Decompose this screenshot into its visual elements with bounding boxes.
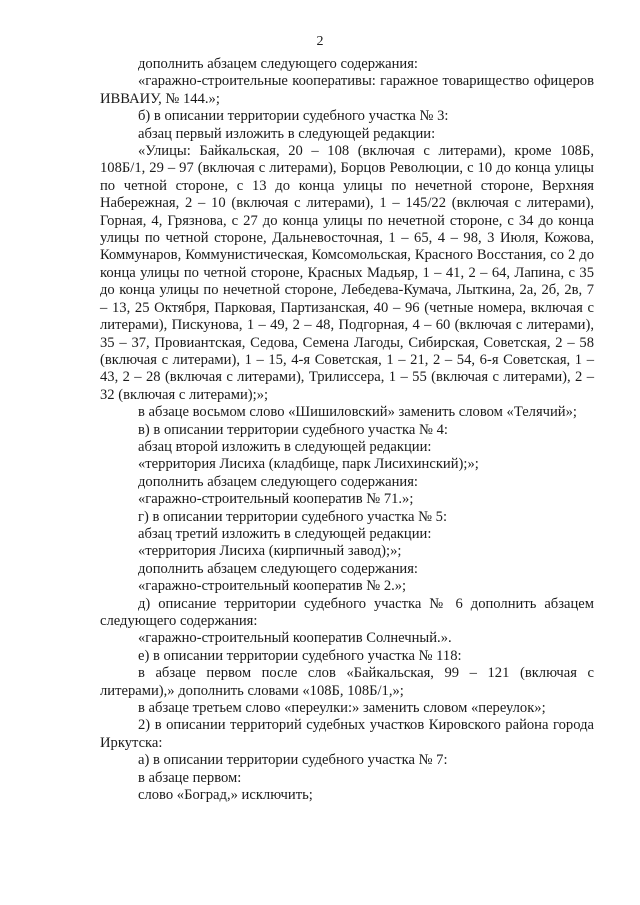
paragraph: д) описание территории судебного участка № 6 дополнить абзацем следующего содержания: <box>100 595 594 629</box>
paragraph: «Улицы: Байкальская, 20 – 108 (включая с литерами), кроме 108Б, 108Б/1, 29 – 97 (включая с литерами), Борцов Революции, с 10 до конца улицы по четной стороне, с 13 до конца улицы по нечетной стороне, Верхняя Набережная, 2 – 10 (включая с литерами), 1 – 145/22 (включая с литерами), Горная, 4, Грязнова, с 27 до конца улицы по нечетной стороне, с 34 до конца улицы по четной стороне, Дальневосточная, 1 – 65, 4 – 98, 3 Июля, Кожова, Коммунаров, Коммунистическая, Комсомольская, Красного Восстания, со 2 до конца улицы по четной стороне, Красных Мадьяр, 1 – 41, 2 – 64, Лапина, с 35 до конца улицы по нечетной стороне, Лебедева-Кумача, Лыткина, 2а, 2б, 2в, 7 – 13, 25 Октября, Парковая, Партизанская, 40 – 96 (четные номера, включая с литерами), Пискунова, 1 – 49, 2 – 48, Подгорная, 4 – 60 (включая с литерами), 35 – 37, Провиантская, Седова, Семена Лагоды, Сибирская, Советская, 2 – 58 (включая с литерами), 1 – 15, 4-я Советская, 1 – 21, 2 – 54, 6-я Советская, 1 – 43, 2 – 28 (включая с литерами), Трилиссера, 1 – 55 (включая с литерами), 2 – 32 (включая с литерами);»; <box>100 143 594 403</box>
paragraph: в) в описании территории судебного участка № 4: <box>138 421 448 438</box>
paragraph: слово «Боград,» исключить; <box>138 787 313 804</box>
paragraph: 2) в описании территорий судебных участков Кировского района города Иркутска: <box>100 717 594 751</box>
paragraph: в абзаце третьем слово «переулки:» заменить словом «переулок»; <box>138 700 546 717</box>
paragraph: б) в описании территории судебного участка № 3: <box>138 108 449 125</box>
paragraph: г) в описании территории судебного участка № 5: <box>138 508 448 525</box>
paragraph: «гаражно-строительный кооператив Солнечный.». <box>138 630 452 647</box>
paragraph: а) в описании территории судебного участка № 7: <box>138 752 448 769</box>
paragraph: дополнить абзацем следующего содержания: <box>138 560 418 577</box>
paragraph: дополнить абзацем следующего содержания: <box>138 473 418 490</box>
paragraph: е) в описании территории судебного участка № 118: <box>138 647 462 664</box>
paragraph: «гаражно-строительный кооператив № 2.»; <box>138 578 407 595</box>
paragraph: в абзаце первом после слов «Байкальская, 99 – 121 (включая с литерами),» дополнить словами «108Б, 108Б/1,»; <box>100 665 594 699</box>
paragraph: в абзаце первом: <box>138 769 242 786</box>
paragraph: дополнить абзацем следующего содержания: <box>138 56 418 72</box>
page-number: 2 <box>316 34 324 49</box>
paragraph: «гаражно-строительные кооперативы: гаражное товарищество офицеров ИВВАИУ, № 144.»; <box>100 73 594 107</box>
paragraph: абзац третий изложить в следующей редакции: <box>138 525 432 542</box>
paragraph: «территория Лисиха (кирпичный завод);»; <box>138 543 402 560</box>
paragraph: «гаражно-строительный кооператив № 71.»; <box>138 491 414 508</box>
paragraph: абзац первый изложить в следующей редакции: <box>138 125 436 142</box>
paragraph: абзац второй изложить в следующей редакции: <box>138 438 432 455</box>
paragraph: «территория Лисиха (кладбище, парк Лисихинский);»; <box>138 456 479 473</box>
document-body <box>100 56 594 804</box>
paragraph: в абзаце восьмом слово «Шишиловский» заменить словом «Телячий»; <box>138 404 577 421</box>
